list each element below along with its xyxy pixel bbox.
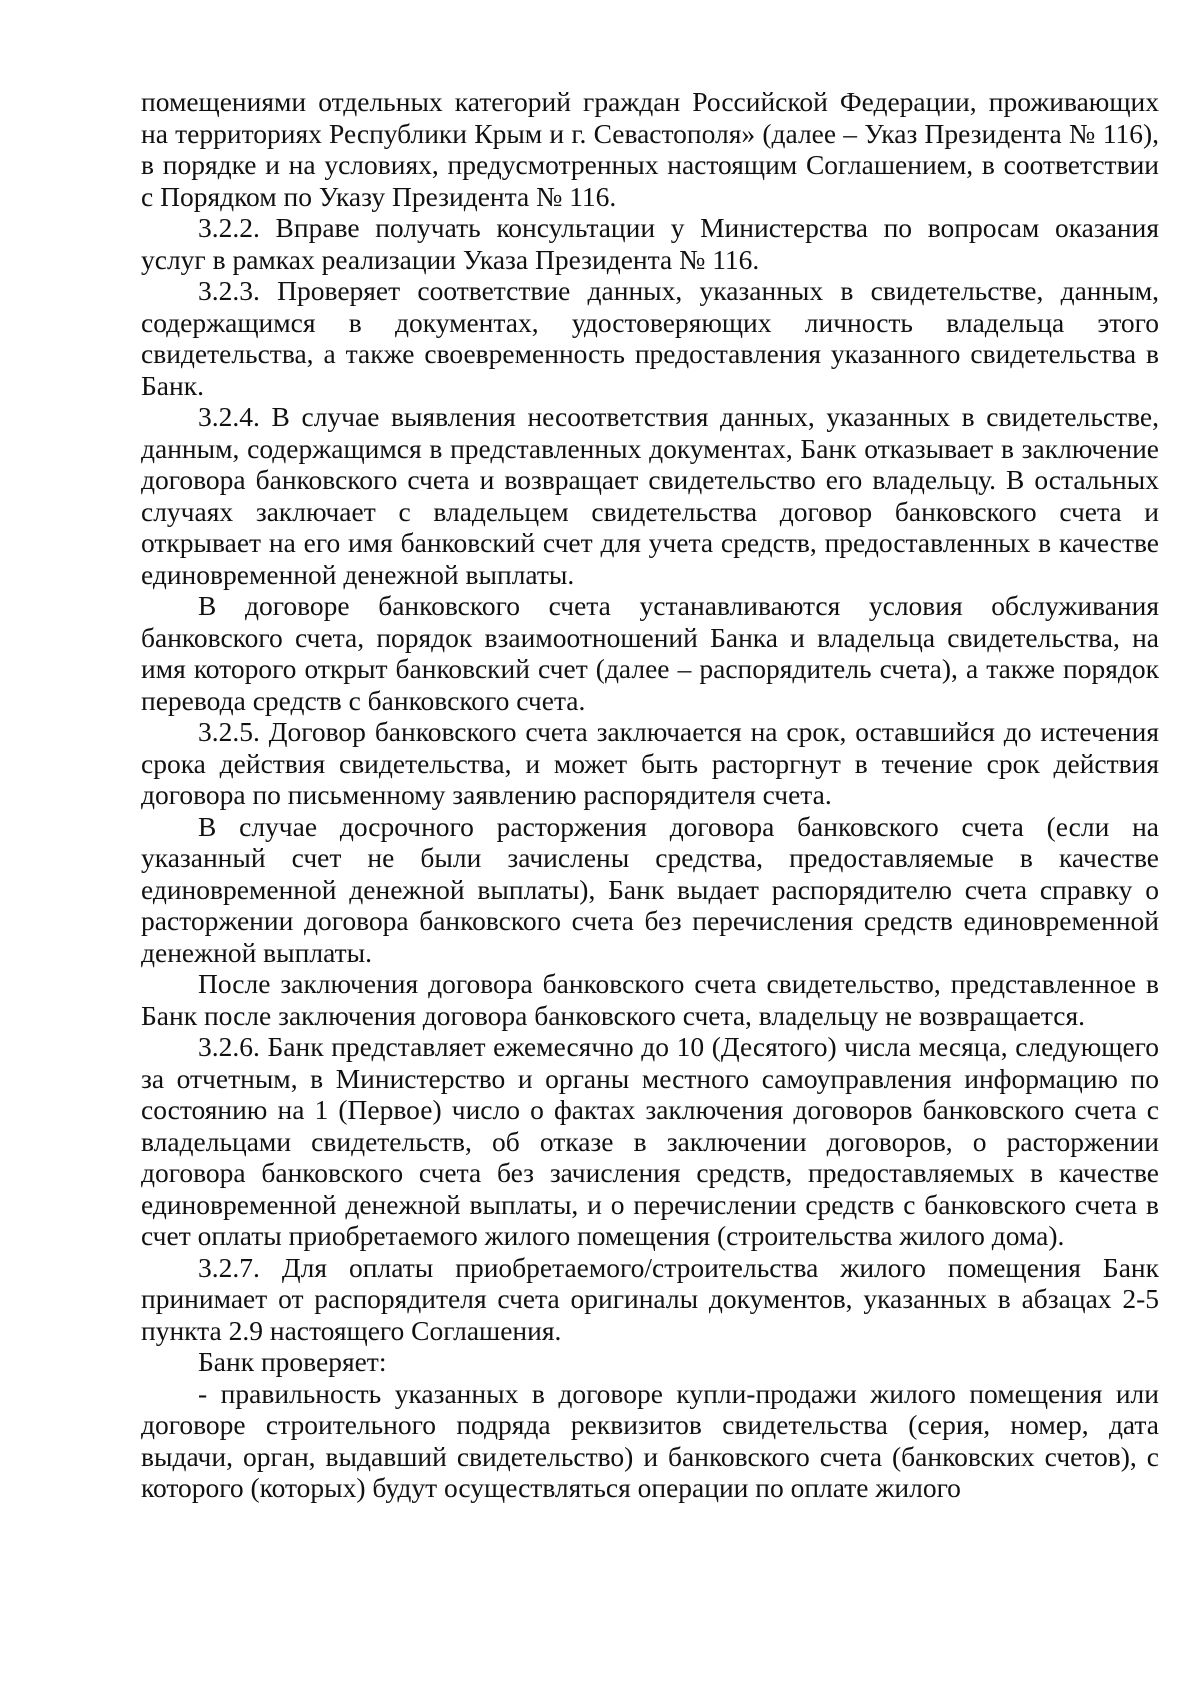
paragraph-3-2-5: 3.2.5. Договор банковского счета заключается на срок, оставшийся до истечения срока действия свидетельства, и может быть расторгнут в течение срок действия договора по письменному заявлению распорядителя счета. [141, 716, 1159, 810]
paragraph-3-2-3: 3.2.3. Проверяет соответствие данных, указанных в свидетельстве, данным, содержащимся в документах, удостоверяющих личность владельца этого свидетельства, а также своевременность предоставления указанного свидетельства в Банк. [141, 275, 1159, 401]
paragraph-check-item-1: - правильность указанных в договоре купли-продажи жилого помещения или договоре строительного подряда реквизитов свидетельства (серия, номер, дата выдачи, орган, выдавший свидетельство) и банковского счета (банковских счетов), с которого (которых) будут осуществляться операции по оплате жилого [141, 1377, 1159, 1503]
paragraph-early-termination: В случае досрочного расторжения договора банковского счета (если на указанный счет не были зачислены средства, предоставляемые в качестве единовременной денежной выплаты), Банк выдает распорядителю счета справку о расторжении договора банковского счета без перечисления средств единовременной денежной выплаты. [141, 810, 1159, 968]
paragraph-3-2-4: 3.2.4. В случае выявления несоответствия данных, указанных в свидетельстве, данным, содержащимся в представленных документах, Банк отказывает в заключение договора банковского счета и возвращает свидетельство его владельцу. В остальных случаях заключает с владельцем свидетельства договор банковского счета и открывает на его имя банковский счет для учета средств, предоставленных в качестве единовременной денежной выплаты. [141, 401, 1159, 590]
document-page [141, 86, 1159, 1504]
paragraph-continuation: помещениями отдельных категорий граждан Российской Федерации, проживающих на территориях Республики Крым и г. Севастополя» (далее – Указ Президента № 116), в порядке и на условиях, предусмотренных настоящим Соглашением, в соответствии с Порядком по Указу Президента № 116. [141, 86, 1159, 212]
paragraph-bank-account-terms: В договоре банковского счета устанавливаются условия обслуживания банковского счета, порядок взаимоотношений Банка и владельца свидетельства, на имя которого открыт банковский счет (далее – распорядитель счета), а также порядок перевода средств с банковского счета. [141, 590, 1159, 716]
paragraph-certificate-not-returned: После заключения договора банковского счета свидетельство, представленное в Банк после заключения договора банковского счета, владельцу не возвращается. [141, 968, 1159, 1031]
paragraph-3-2-2: 3.2.2. Вправе получать консультации у Министерства по вопросам оказания услуг в рамках реализации Указа Президента № 116. [141, 212, 1159, 275]
paragraph-3-2-7: 3.2.7. Для оплаты приобретаемого/строительства жилого помещения Банк принимает от распорядителя счета оригиналы документов, указанных в абзацах 2-5 пункта 2.9 настоящего Соглашения. [141, 1251, 1159, 1346]
paragraph-bank-checks: Банк проверяет: [198, 1346, 387, 1377]
paragraph-3-2-6: 3.2.6. Банк представляет ежемесячно до 10 (Десятого) числа месяца, следующего за отчетным, в Министерство и органы местного самоуправления информацию по состоянию на 1 (Первое) число о фактах заключения договоров банковского счета с владельцами свидетельств, об отказе в заключении договоров, о расторжении договора банковского счета без зачисления средств, предоставляемых в качестве единовременной денежной выплаты, и о перечислении средств с банковского счета в счет оплаты приобретаемого жилого помещения (строительства жилого дома). [141, 1031, 1159, 1251]
